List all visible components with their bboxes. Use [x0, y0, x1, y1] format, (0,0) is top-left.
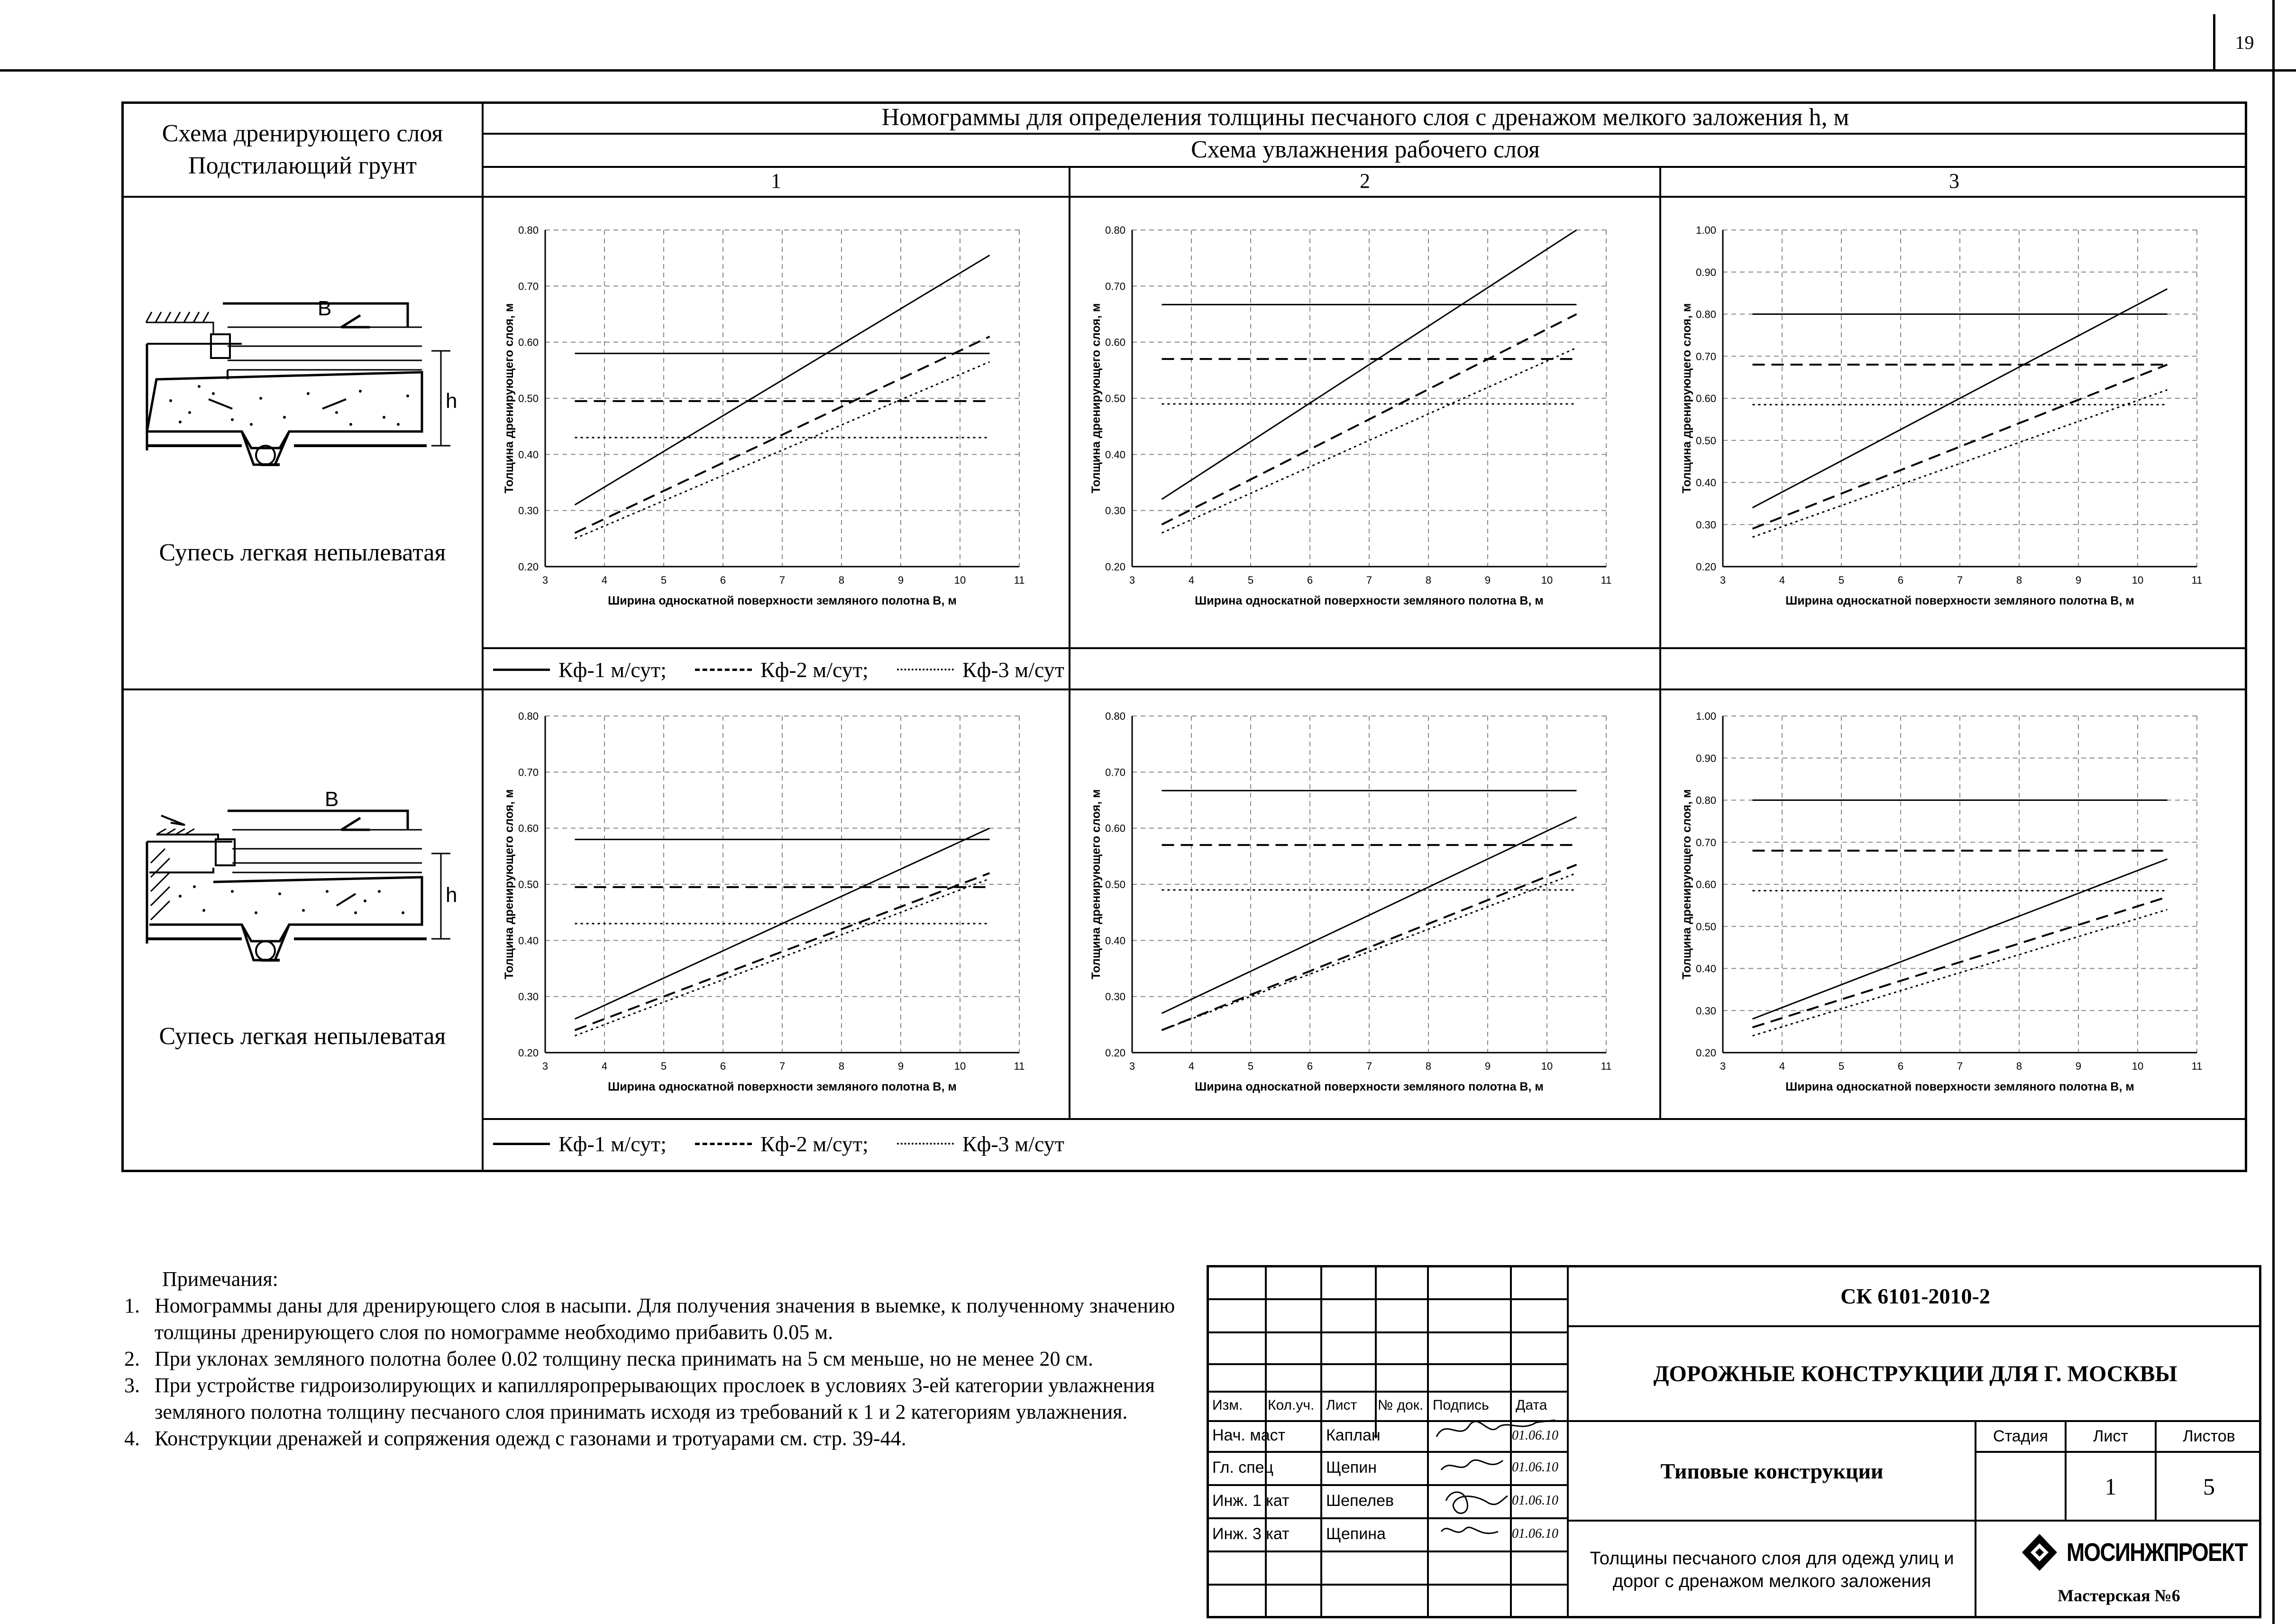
x-tick-label: 8 [2016, 574, 2022, 586]
x-tick-label: 3 [1720, 1060, 1726, 1072]
nomogram-chart-r1-s3 [1666, 216, 2235, 624]
x-tick-label: 7 [1957, 574, 1963, 586]
x-tick-label: 9 [1484, 574, 1491, 586]
y-tick-label: 0.60 [518, 336, 539, 349]
y-tick-label: 0.90 [1696, 266, 1716, 278]
x-tick-label: 7 [1366, 1060, 1372, 1072]
x-tick-label: 7 [779, 1060, 786, 1072]
y-tick-label: 0.60 [518, 822, 539, 835]
x-tick-label: 6 [1897, 574, 1904, 586]
legend-line-solid [493, 669, 550, 671]
main-title-text: Номограммы для определения толщины песчаного слоя с дренажом мелкого заложения h, м [881, 103, 1849, 131]
y-tick-label: 0.70 [1105, 280, 1125, 293]
tb-org-title: ДОРОЖНЫЕ КОНСТРУКЦИИ ДЛЯ Г. МОСКВЫ [1653, 1361, 2177, 1386]
x-tick-label: 6 [720, 1060, 726, 1072]
y-tick-label: 0.80 [1105, 710, 1125, 722]
y-tick-label: 0.60 [1696, 879, 1716, 890]
y-tick-label: 0.80 [518, 224, 539, 236]
scheme-col-3 [1661, 166, 2247, 196]
soil-label-1 [123, 536, 482, 569]
y-tick-label: 0.90 [1696, 752, 1716, 764]
tb-col-list: Лист [1326, 1397, 1357, 1413]
legend-row-1 [493, 651, 1064, 688]
note-item: 2. При уклонах земляного полотна более 0.02 толщину песка принимать на 5 см меньше, но не менее 20 см. [124, 1347, 1093, 1370]
y-tick-label: 0.40 [1696, 477, 1716, 489]
x-tick-label: 4 [1779, 1060, 1785, 1072]
x-tick-label: 5 [660, 574, 667, 586]
x-tick-label: 4 [1188, 1060, 1195, 1072]
note-item: 1. Номограммы даны для дренирующего слоя в насыпи. Для получения значения в выемке, к полученному значению толщины дренирующего слоя по номограмме необходимо прибавить 0.05 м. [124, 1294, 1175, 1344]
tb-date: 01.06.10 [1512, 1493, 1558, 1508]
x-tick-label: 7 [1957, 1060, 1963, 1072]
x-tick-label: 8 [838, 574, 845, 586]
tb-sheet-value: 1 [2104, 1473, 2117, 1500]
y-tick-label: 0.70 [1105, 766, 1125, 779]
sheet-right-border [2272, 0, 2275, 1624]
legend-k2: Кф-2 м/сут; [760, 1131, 869, 1156]
x-tick-label: 10 [954, 574, 966, 586]
x-tick-label: 10 [2131, 1060, 2144, 1072]
company-logo-icon [2019, 1532, 2060, 1573]
y-axis-label: Толщина дренирующего слоя, м [503, 303, 516, 494]
y-tick-label: 0.50 [1105, 879, 1125, 890]
y-tick-label: 1.00 [1696, 710, 1716, 722]
subtitle [484, 133, 2247, 166]
x-tick-label: 10 [1541, 1060, 1553, 1072]
company-name: МОСИНЖПРОЕКТ [2067, 1538, 2247, 1567]
x-tick-label: 11 [2191, 574, 2203, 586]
x-tick-label: 11 [1601, 1060, 1612, 1072]
nomogram-chart-r1-s1 [488, 216, 1057, 624]
legend-k3: Кф-3 м/сут [962, 657, 1064, 682]
y-tick-label: 0.40 [518, 935, 539, 947]
y-axis-label: Толщина дренирующего слоя, м [1089, 789, 1103, 980]
tb-role: Инж. 1 кат [1212, 1491, 1290, 1510]
x-axis-label: Ширина односкатной поверхности земляного полотна B, м [1785, 594, 2134, 607]
x-tick-label: 6 [1307, 574, 1313, 586]
y-tick-label: 0.30 [1696, 1005, 1716, 1017]
tb-sheets-label: Листов [2183, 1427, 2235, 1445]
x-tick-label: 5 [1247, 1060, 1254, 1072]
scheme-h-label-2: h [446, 883, 457, 907]
scheme-b-label-2: B [325, 788, 339, 811]
y-tick-label: 0.80 [518, 710, 539, 722]
drain-scheme-2 [137, 778, 469, 982]
main-title [484, 101, 2247, 133]
legend-line-dotted [897, 1143, 954, 1145]
y-axis-label: Толщина дренирующего слоя, м [503, 789, 516, 980]
tb-col-izm: Изм. [1212, 1397, 1243, 1413]
y-tick-label: 0.20 [1105, 561, 1125, 573]
legend-k1: Кф-1 м/сут; [558, 1131, 667, 1156]
x-tick-label: 6 [1897, 1060, 1904, 1072]
y-tick-label: 0.30 [1696, 519, 1716, 531]
x-tick-label: 7 [779, 574, 786, 586]
x-tick-label: 3 [542, 1060, 549, 1072]
y-tick-label: 0.30 [518, 505, 539, 517]
tb-code: СК 6101-2010-2 [1840, 1284, 1990, 1308]
legend-k2: Кф-2 м/сут; [760, 657, 869, 682]
tb-role: Нач. маст [1212, 1426, 1286, 1444]
x-tick-label: 4 [1779, 574, 1785, 586]
scheme-col-1-label: 1 [771, 169, 781, 193]
x-axis-label: Ширина односкатной поверхности земляного полотна B, м [1195, 594, 1544, 607]
x-tick-label: 11 [2191, 1060, 2203, 1072]
x-tick-label: 10 [2131, 574, 2144, 586]
y-tick-label: 0.40 [1105, 449, 1125, 461]
y-tick-label: 0.40 [1696, 963, 1716, 975]
y-tick-label: 0.70 [1696, 350, 1716, 363]
y-tick-label: 0.30 [1105, 505, 1125, 517]
tb-col-kolych: Кол.уч. [1268, 1397, 1315, 1413]
y-tick-label: 0.50 [518, 879, 539, 890]
y-tick-label: 0.60 [1105, 336, 1125, 349]
x-tick-label: 5 [1838, 1060, 1845, 1072]
note-item: 3. При устройстве гидроизолирующих и капилляропрерывающих прослоек в условиях 3-ей категории увлажнения земляного полотна толщину песчаного слоя принимать исходя из требований к 1 и 2 категориям увлажнения. [124, 1374, 1155, 1423]
y-tick-label: 0.70 [518, 280, 539, 293]
company-workshop: Мастерская №6 [2058, 1586, 2180, 1605]
x-tick-label: 10 [1541, 574, 1553, 586]
signatures [1427, 1413, 1569, 1555]
y-tick-label: 0.50 [1696, 920, 1716, 933]
company-block [1976, 1522, 2261, 1618]
x-tick-label: 9 [1484, 1060, 1491, 1072]
legend-k1: Кф-1 м/сут; [558, 657, 667, 682]
notes [124, 1266, 1210, 1452]
note-item: 4. Конструкции дренажей и сопряжения одежд с газонами и тротуарами см. стр. 39-44. [124, 1427, 906, 1450]
notes-title: Примечания: [162, 1267, 278, 1291]
x-tick-label: 8 [2016, 1060, 2022, 1072]
tb-sheets-value: 5 [2203, 1473, 2215, 1500]
y-tick-label: 0.40 [1105, 935, 1125, 947]
tb-col-ndok: № док. [1378, 1397, 1424, 1413]
subtitle-text: Схема увлажнения рабочего слоя [1191, 136, 1540, 163]
x-tick-label: 4 [601, 1060, 608, 1072]
x-tick-label: 3 [1129, 574, 1135, 586]
x-tick-label: 5 [660, 1060, 667, 1072]
series-line-solid [1753, 859, 2168, 1019]
x-axis-label: Ширина односкатной поверхности земляного полотна B, м [608, 1080, 957, 1093]
signature-kaplan [1436, 1420, 1555, 1437]
y-tick-label: 0.60 [1696, 393, 1716, 404]
x-tick-label: 10 [954, 1060, 966, 1072]
tb-role: Гл. спец [1212, 1458, 1274, 1477]
left-header-line1: Схема дренирующего слоя [162, 119, 443, 147]
nomogram-chart-r2-s2 [1075, 702, 1644, 1110]
tb-sheet-title-line2: дорог с дренажом мелкого заложения [1612, 1571, 1931, 1591]
y-tick-label: 0.50 [1696, 434, 1716, 447]
tb-col-data: Дата [1516, 1397, 1547, 1413]
scheme-col-2-label: 2 [1360, 169, 1370, 193]
nomogram-chart-r2-s3 [1666, 702, 2235, 1110]
y-tick-label: 0.80 [1105, 224, 1125, 236]
y-tick-label: 0.70 [518, 766, 539, 779]
y-tick-label: 0.20 [518, 1047, 539, 1059]
x-tick-label: 4 [1188, 574, 1195, 586]
drain-scheme-1 [137, 284, 469, 488]
series-line-solid [1753, 289, 2168, 508]
x-tick-label: 8 [838, 1060, 845, 1072]
y-tick-label: 0.50 [518, 393, 539, 404]
x-axis-label: Ширина односкатной поверхности земляного полотна B, м [1195, 1080, 1544, 1093]
x-tick-label: 8 [1425, 574, 1432, 586]
soil-label-1-text: Супесь легкая непылеватая [159, 539, 446, 566]
legend-line-dashed [695, 1143, 752, 1145]
x-tick-label: 9 [897, 574, 904, 586]
x-axis-label: Ширина односкатной поверхности земляного полотна B, м [608, 594, 957, 607]
x-tick-label: 11 [1014, 1060, 1025, 1072]
tb-date: 01.06.10 [1512, 1428, 1558, 1443]
legend-line-solid [493, 1143, 550, 1145]
y-tick-label: 0.30 [518, 991, 539, 1003]
y-tick-label: 0.20 [518, 561, 539, 573]
x-tick-label: 9 [897, 1060, 904, 1072]
y-tick-label: 0.20 [1696, 561, 1716, 573]
scheme-b-label-1: B [318, 297, 332, 320]
tb-staff-name: Щепин [1326, 1458, 1377, 1477]
x-tick-label: 6 [720, 574, 726, 586]
x-tick-label: 3 [542, 574, 549, 586]
left-header [123, 103, 482, 196]
x-tick-label: 11 [1014, 574, 1025, 586]
y-tick-label: 0.40 [518, 449, 539, 461]
tb-staff-name: Шепелев [1326, 1491, 1394, 1510]
left-header-line2: Подстилающий грунт [188, 152, 417, 179]
signature-shepelev [1446, 1492, 1508, 1514]
scheme-col-1 [484, 166, 1069, 196]
soil-label-2 [123, 1019, 482, 1053]
x-tick-label: 9 [2075, 574, 2082, 586]
legend-line-dashed [695, 669, 752, 671]
y-tick-label: 0.60 [1105, 822, 1125, 835]
page-number: 19 [2235, 31, 2254, 53]
y-tick-label: 0.50 [1105, 393, 1125, 404]
tb-col-podpis: Подпись [1433, 1397, 1489, 1413]
x-tick-label: 11 [1601, 574, 1612, 586]
page-number-box [2213, 14, 2274, 70]
x-tick-label: 3 [1720, 574, 1726, 586]
nomogram-chart-r1-s2 [1075, 216, 1644, 624]
x-tick-label: 6 [1307, 1060, 1313, 1072]
y-tick-label: 0.80 [1696, 794, 1716, 807]
x-tick-label: 7 [1366, 574, 1372, 586]
scheme-col-2 [1070, 166, 1659, 196]
soil-label-2-text: Супесь легкая непылеватая [159, 1022, 446, 1050]
series-line-dashed [1162, 314, 1577, 525]
tb-stage-label: Стадия [1993, 1427, 2048, 1445]
scheme-col-3-label: 3 [1949, 169, 1959, 193]
y-tick-label: 1.00 [1696, 224, 1716, 236]
x-tick-label: 5 [1247, 574, 1254, 586]
y-tick-label: 0.70 [1696, 836, 1716, 849]
tb-date: 01.06.10 [1512, 1526, 1558, 1541]
tb-sheet-label: Лист [2093, 1427, 2128, 1445]
y-tick-label: 0.30 [1105, 991, 1125, 1003]
x-tick-label: 4 [601, 574, 608, 586]
series-line-solid [1162, 230, 1577, 499]
x-tick-label: 5 [1838, 574, 1845, 586]
legend-line-dotted [897, 669, 954, 670]
legend-row-2 [493, 1125, 1064, 1163]
tb-staff-name: Каплан [1326, 1426, 1381, 1444]
tb-sheet-title [1569, 1522, 1975, 1618]
tb-section: Типовые конструкции [1660, 1459, 1884, 1483]
y-axis-label: Толщина дренирующего слоя, м [1089, 303, 1103, 494]
y-axis-label: Толщина дренирующего слоя, м [1680, 789, 1693, 980]
scheme-h-label-1: h [446, 389, 457, 413]
legend-k3: Кф-3 м/сут [962, 1131, 1064, 1156]
signature-shchepina [1441, 1527, 1498, 1533]
x-tick-label: 3 [1129, 1060, 1135, 1072]
tb-staff-name: Щепина [1326, 1524, 1386, 1543]
x-axis-label: Ширина односкатной поверхности земляного полотна B, м [1785, 1080, 2134, 1093]
y-tick-label: 0.20 [1105, 1047, 1125, 1059]
y-tick-label: 0.20 [1696, 1047, 1716, 1059]
x-tick-label: 8 [1425, 1060, 1432, 1072]
x-tick-label: 9 [2075, 1060, 2082, 1072]
nomogram-chart-r2-s1 [488, 702, 1057, 1110]
signature-shchepin [1441, 1460, 1503, 1470]
sheet-top-border [0, 69, 2296, 72]
tb-date: 01.06.10 [1512, 1460, 1558, 1475]
tb-role: Инж. 3 кат [1212, 1524, 1290, 1543]
tb-sheet-title-line1: Толщины песчаного слоя для одежд улиц и [1590, 1549, 1954, 1569]
y-axis-label: Толщина дренирующего слоя, м [1680, 303, 1693, 494]
y-tick-label: 0.80 [1696, 308, 1716, 321]
